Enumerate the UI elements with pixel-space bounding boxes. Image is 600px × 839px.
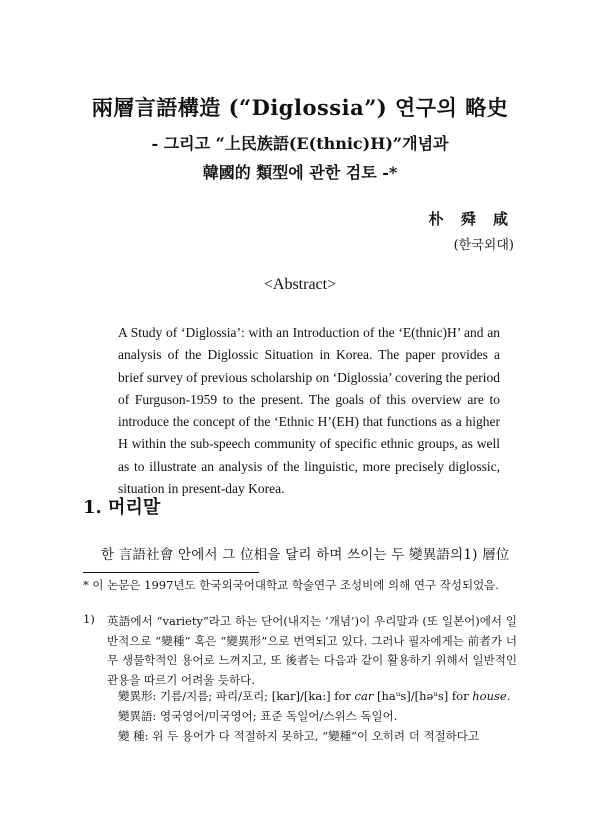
example-text: 기름/지름; 파리/포리; [kar]/[ka:] for (160, 689, 351, 703)
section-heading: 1. 머리말 (83, 497, 161, 518)
abstract-heading: <Abstract> (263, 276, 337, 293)
example-text: 위 두 용어가 다 적절하지 못하고, “變種”이 오히려 더 적절하다고 (152, 729, 480, 743)
author-name: 朴 舜 咸 (428, 210, 514, 228)
footnote-divider (83, 572, 259, 573)
example-word: car (354, 689, 374, 703)
abstract-body: A Study of ‘Diglossia’: with an Introduction of the ‘E(thnic)H’ and an analysis of the Diglossic Situation in Korea. The paper provides a brief survey of previous scholarship on ‘Diglossia’ covering the period of Furguson-1959 to the present. The goals of this overview are to introduce the concept of the ‘Ethnic H’(EH) that functions as a higher H within the sub-speech community of specific ethnic groups, as well as to illustrate an analysis of the linguistic, more precisely diglossic, situation in present-day Korea. (118, 325, 500, 497)
footnote-example-row (118, 708, 397, 724)
example-word: house. (472, 689, 511, 703)
example-text: [haᵘs]/[həᵘs] for (377, 689, 469, 703)
example-label: 變異語: (118, 709, 157, 723)
example-text: 영국영어/미국영어; 표준 독일어/스위스 독일어. (160, 709, 398, 723)
footnote-marker: 1) (83, 612, 95, 626)
example-label: 變異形: (118, 689, 157, 703)
author-affiliation: (한국외대) (453, 238, 514, 253)
paper-title: 兩層言語構造 (“Diglossia”) 연구의 略史 (91, 95, 509, 120)
footnote-text: 英語에서 “variety”라고 하는 단어(내지는 ‘개념’)이 우리말과 (또 일본어)에서 일반적으로 “變種” 혹은 “變異形”으로 번역되고 있다. 그러나 필자에게는 前者가 너무 생물학적인 용어로 느껴지고, 또 後者는 다음과 같이 활용하기 위해서 일반적인 관용을 따르기 어려울 듯하다. (107, 614, 517, 687)
footnote-example-row (118, 728, 479, 744)
paper-subtitle-line1: - 그리고 “上民族語(E(thnic)H)”개념과 (151, 134, 449, 153)
paper-subtitle-line2: 韓國的 類型에 관한 검토 -* (202, 163, 398, 182)
footnote-example-row (118, 688, 510, 704)
example-label: 變 種: (118, 729, 149, 743)
funding-footnote: * 이 논문은 1997년도 한국외국어대학교 학술연구 조성비에 의해 연구 작성되었음. (83, 578, 499, 592)
body-paragraph: 한 言語社會 안에서 그 位相을 달리 하며 쓰이는 두 變異語의1) 層位 (101, 547, 510, 563)
